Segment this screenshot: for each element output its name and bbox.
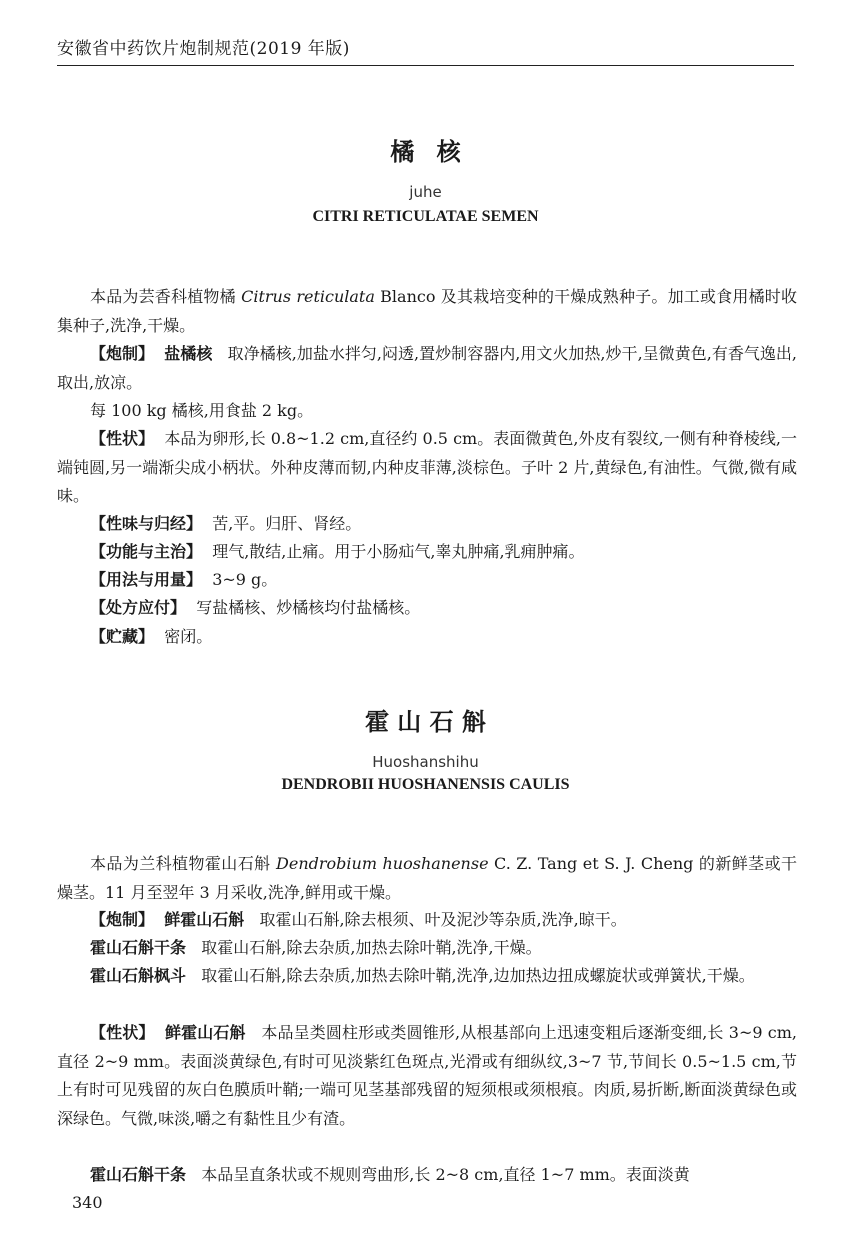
section-label: 【炮制】: [90, 910, 155, 929]
entry-intro: [57, 283, 797, 340]
subsection-label: 霍山石斛枫斗: [90, 966, 187, 985]
section-label: 【性味与归经】: [90, 514, 203, 533]
salt-ratio-note: 每 100 kg 橘核,用食盐 2 kg。: [90, 401, 314, 420]
section-text: 写盐橘核、炒橘核均付盐橘核。: [196, 598, 421, 617]
species-name: Citrus reticulata: [241, 287, 375, 306]
section-text: 理气,散结,止痛。用于小肠疝气,睾丸肿痛,乳痈肿痛。: [212, 542, 585, 561]
section-text: 本品呈直条状或不规则弯曲形,长 2~8 cm,直径 1~7 mm。表面淡黄: [201, 1165, 690, 1184]
section-text: 密闭。: [164, 627, 213, 646]
subsection-label: 鲜霍山石斛: [165, 1023, 246, 1042]
section-text: 取霍山石斛,除去杂质,加热去除叶鞘,洗净,干燥。: [201, 938, 542, 957]
section-label: 【用法与用量】: [90, 570, 203, 589]
subsection-label: 霍山石斛干条: [90, 1165, 187, 1184]
running-head: 安徽省中药饮片炮制规范(2019 年版): [57, 39, 350, 59]
section-text: 取净橘核,加盐水拌匀,闷透,置炒制容器内,用文火加热,炒干,呈微黄色,有香气逸出,取出,放凉。: [57, 344, 797, 392]
section-label: 【性状】: [90, 1023, 155, 1042]
intro-text: 本品为兰科植物霍山石斛: [90, 854, 277, 873]
dosage-section: [57, 566, 797, 595]
entry-latin-name: DENDROBII HUOSHANENSIS CAULIS: [281, 776, 570, 793]
dry-strip-processing: [57, 934, 797, 963]
section-label: 【贮藏】: [90, 627, 155, 646]
fengdou-processing: [57, 962, 797, 991]
subsection-label: 鲜霍山石斛: [164, 910, 245, 929]
section-text: 3~9 g。: [212, 570, 278, 589]
page-number: 340: [72, 1193, 103, 1212]
dry-strip-characteristics: [57, 1161, 797, 1190]
entry-title: 橘 核: [390, 138, 461, 166]
section-text: 取霍山石斛,除去杂质,加热去除叶鞘,洗净,边加热边扭成螺旋状或弹簧状,干燥。: [201, 966, 755, 985]
entry-intro: [57, 850, 797, 907]
section-label: 【处方应付】: [90, 598, 187, 617]
intro-text: 本品为芸香科植物橘: [90, 287, 242, 306]
characteristics-section: [57, 1019, 797, 1133]
prescription-section: [57, 594, 797, 623]
processing-section: [57, 340, 797, 397]
storage-section: [57, 623, 797, 652]
section-text: 本品呈类圆柱形或类圆锥形,从根基部向上迅速变粗后逐渐变细,长 3~9 cm,直径 2~9 mm。表面淡黄绿色,有时可见淡紫红色斑点,光滑或有细纵纹,3~7 节,节间长 0.5~1.5 cm,节上有时可见残留的灰白色膜质叶鞘;一端可见茎基部残留的短须根或须根痕。肉质,易折断,断面淡黄绿色或深绿色。气微,味淡,嚼之有黏性且少有渣。: [57, 1023, 797, 1128]
entry-pinyin: juhe: [409, 183, 442, 201]
nature-meridian-section: [57, 510, 797, 539]
entry-pinyin: Huoshanshihu: [372, 753, 479, 771]
section-text: 苦,平。归肝、肾经。: [212, 514, 362, 533]
processing-section: [57, 906, 797, 935]
entry-latin-name: CITRI RETICULATAE SEMEN: [312, 208, 539, 225]
characteristics-section: [57, 425, 797, 511]
section-label: 【炮制】: [90, 344, 155, 363]
intro-text: Blanco 及其栽培变种的干燥成熟种子。加工或食用橘时收集种子,洗净,干燥。: [57, 287, 797, 335]
section-text: 取霍山石斛,除去根须、叶及泥沙等杂质,洗净,晾干。: [259, 910, 627, 929]
subsection-label: 霍山石斛干条: [90, 938, 187, 957]
function-section: [57, 538, 797, 567]
section-label: 【性状】: [90, 429, 155, 448]
entry-title: 霍 山 石 斛: [364, 708, 487, 736]
subsection-label: 盐橘核: [164, 344, 213, 363]
section-label: 【功能与主治】: [90, 542, 203, 561]
intro-text: C. Z. Tang et S. J. Cheng 的新鲜茎或干燥茎。11 月至翌年 3 月采收,洗净,鲜用或干燥。: [57, 854, 797, 902]
species-name: Dendrobium huoshanense: [276, 854, 489, 873]
header-rule: [57, 65, 794, 66]
section-text: 本品为卵形,长 0.8~1.2 cm,直径约 0.5 cm。表面微黄色,外皮有裂纹,一侧有种脊棱线,一端钝圆,另一端渐尖成小柄状。外种皮薄而韧,内种皮菲薄,淡棕色。子叶 2 片,黄绿色,有油性。气微,微有咸味。: [57, 429, 797, 505]
